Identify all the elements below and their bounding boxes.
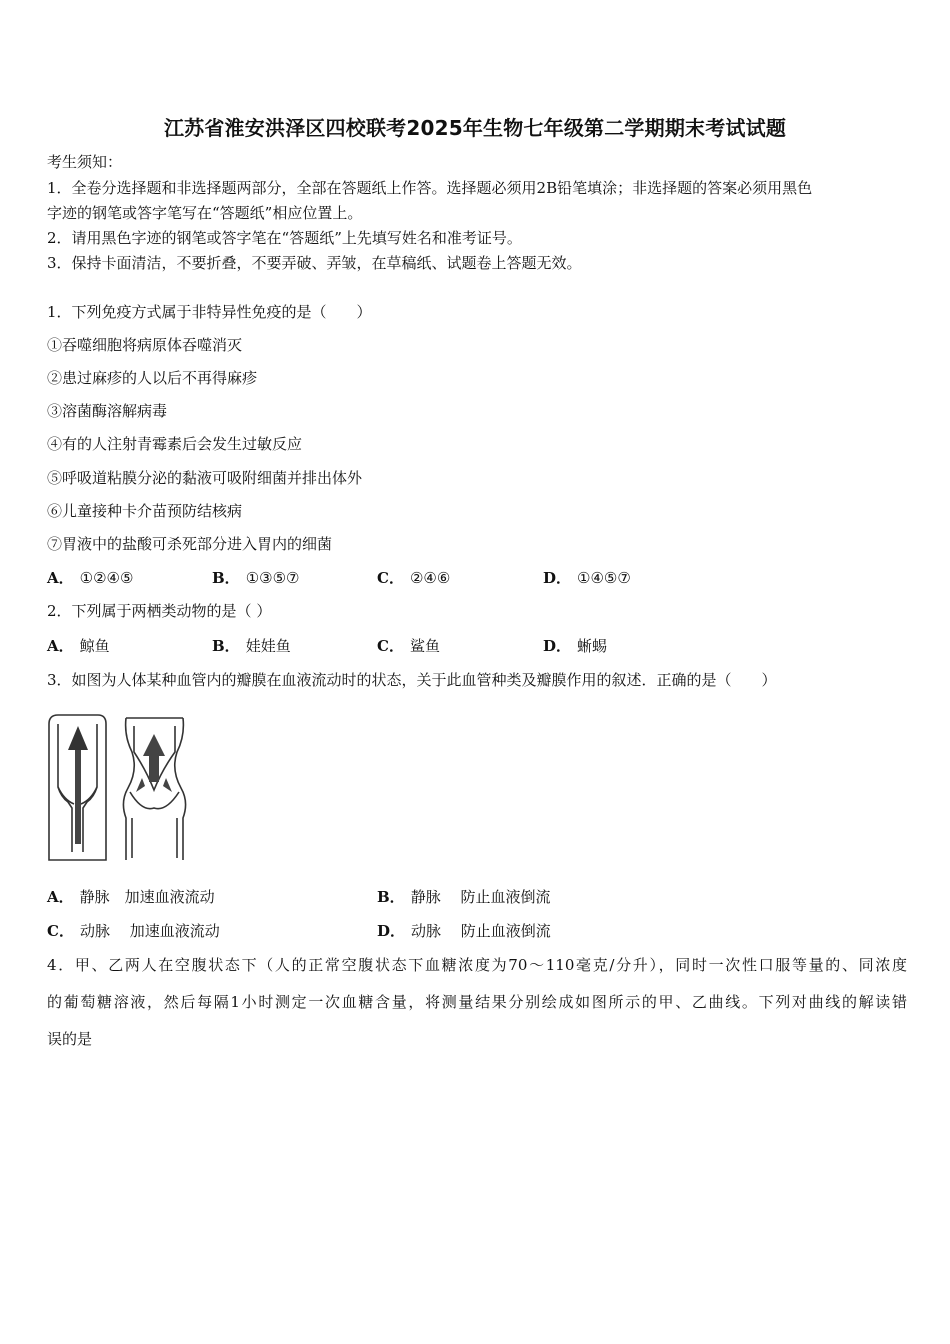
option-key: C． (377, 569, 404, 587)
question-3-option-d[interactable] (377, 921, 551, 941)
question-1-item: ①吞噬细胞将病原体吞噬消灭 (47, 336, 243, 354)
notice-item: 2．请用黑色字迹的钢笔或答字笔在“答题纸”上先填写姓名和准考证号。 (47, 229, 522, 247)
option-key: D． (543, 637, 572, 655)
question-2-option-b[interactable] (212, 636, 291, 656)
option-key: C． (47, 922, 74, 940)
question-4-stem-line: 的葡萄糖溶液，然后每隔1小时测定一次血糖含量，将测量结果分别绘成如图所示的甲、乙曲线。下列对曲线的解读错 (47, 993, 907, 1011)
option-text: 静脉 防止血液倒流 (410, 888, 551, 906)
option-text: ①④⑤⑦ (577, 569, 631, 587)
option-key: B． (212, 569, 240, 587)
question-4-stem-line: 4．甲、乙两人在空腹状态下（人的正常空腹状态下血糖浓度为70～110毫克/分升），同时一次性口服等量的、同浓度 (47, 956, 907, 974)
option-text: ①②④⑤ (79, 569, 134, 587)
question-1-item: ③溶菌酶溶解病毒 (47, 402, 168, 420)
question-1-option-a[interactable] (47, 568, 133, 588)
question-3-option-c[interactable] (47, 921, 220, 941)
question-1-item: ④有的人注射青霉素后会发生过敏反应 (47, 435, 303, 453)
option-key: A． (47, 888, 74, 906)
option-text: 动脉 防止血液倒流 (411, 922, 551, 940)
question-1-option-d[interactable] (543, 568, 631, 588)
option-key: D． (543, 569, 572, 587)
question-1-item: ⑥儿童接种卡介苗预防结核病 (47, 502, 243, 520)
option-text: 鲨鱼 (409, 637, 440, 655)
notice-item: 字迹的钢笔或答字笔写在“答题纸”相应位置上。 (47, 204, 363, 222)
question-3-stem: 3．如图为人体某种血管内的瓣膜在血液流动时的状态，关于此血管种类及瓣膜作用的叙述．正确的是（ ） (47, 671, 777, 689)
question-2-option-d[interactable] (543, 636, 607, 656)
question-2-option-a[interactable] (47, 636, 110, 656)
notice-item: 3．保持卡面清洁，不要折叠，不要弄破、弄皱，在草稿纸、试题卷上答题无效。 (47, 254, 582, 272)
question-1-stem: 1．下列免疫方式属于非特异性免疫的是（ ） (47, 303, 372, 321)
question-1-item: ⑤呼吸道粘膜分泌的黏液可吸附细菌并排出体外 (47, 469, 363, 487)
option-text: 动脉 加速血液流动 (79, 922, 220, 940)
question-1-item: ②患过麻疹的人以后不再得麻疹 (47, 369, 258, 387)
option-text: ①③⑤⑦ (245, 569, 300, 587)
page-title: 江苏省淮安洪泽区四校联考2025年生物七年级第二学期期末考试试题 (163, 116, 787, 140)
option-key: D． (377, 922, 406, 940)
option-key: C． (377, 637, 404, 655)
question-2-option-c[interactable] (377, 636, 440, 656)
question-1-item: ⑦胃液中的盐酸可杀死部分进入胃内的细菌 (47, 535, 333, 553)
notice-heading: 考生须知： (47, 153, 123, 171)
option-text: 静脉 加速血液流动 (79, 888, 215, 906)
option-key: A． (47, 569, 74, 587)
option-text: ②④⑥ (409, 569, 451, 587)
question-3-option-a[interactable] (47, 887, 215, 907)
question-3-option-b[interactable] (377, 887, 550, 907)
option-key: B． (212, 637, 240, 655)
vein-valve-figure (46, 712, 188, 864)
notice-item: 1．全卷分选择题和非选择题两部分，全部在答题纸上作答。选择题必须用2B铅笔填涂；非选择题的答案必须用黑色 (47, 179, 813, 197)
flow-arrow-icon (68, 726, 88, 844)
question-4-stem-line: 误的是 (47, 1030, 93, 1048)
option-text: 鲸鱼 (79, 637, 110, 655)
question-1-option-b[interactable] (212, 568, 299, 588)
question-2-stem: 2．下列属于两栖类动物的是（ ） (47, 602, 272, 620)
option-text: 蜥蜴 (577, 637, 608, 655)
question-1-option-c[interactable] (377, 568, 450, 588)
option-text: 娃娃鱼 (245, 637, 291, 655)
option-key: A． (47, 637, 74, 655)
option-key: B． (377, 888, 405, 906)
